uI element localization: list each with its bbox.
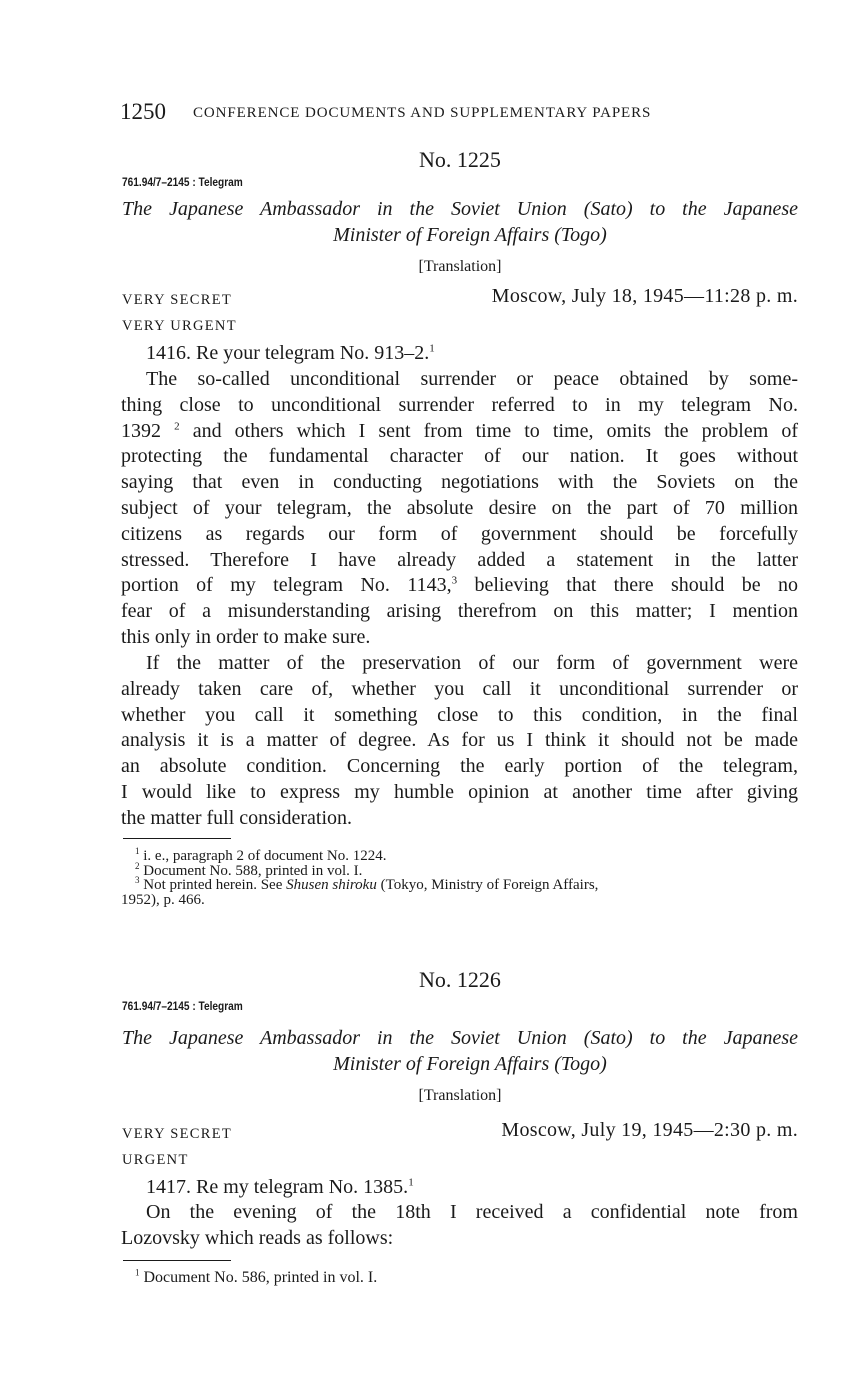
text-line: this only in order to make sure. bbox=[121, 625, 371, 648]
text-segment: and others which I sent from time to time, omits the problem of bbox=[192, 419, 799, 442]
opening-text: 1417. Re my telegram No. 1385. bbox=[146, 1176, 409, 1198]
title-line: The Japanese Ambassador in the Soviet Union (Sato) to the Japanese bbox=[122, 1027, 798, 1049]
opening-line bbox=[121, 341, 798, 367]
file-reference: 761.94/7–2145 : Telegram bbox=[122, 177, 243, 189]
title-line: The Japanese Ambassador in the Soviet Union (Sato) to the Japanese bbox=[122, 198, 798, 220]
text-line: the matter full consideration. bbox=[121, 806, 353, 829]
running-title: CONFERENCE DOCUMENTS AND SUPPLEMENTARY PAPERS bbox=[193, 105, 652, 121]
title-line: Minister of Foreign Affairs (Togo) bbox=[333, 224, 607, 246]
text-line: stressed. Therefore I have already added a statement in the latter bbox=[121, 548, 798, 571]
footnote-rule bbox=[123, 838, 231, 839]
file-reference: 761.94/7–2145 : Telegram bbox=[122, 1001, 243, 1013]
footnote-continuation: 1952), p. 466. bbox=[121, 891, 205, 908]
footnote-text: Document No. 588, printed in vol. I. bbox=[143, 862, 363, 879]
document-number: No. 1226 bbox=[419, 967, 501, 992]
text-segment: portion of my telegram No. 1143, bbox=[121, 574, 452, 597]
text-line: saying that even in conducting negotiations with the Soviets on the bbox=[121, 471, 798, 494]
classification-label: VERY SECRET bbox=[122, 1126, 233, 1142]
footnotes bbox=[121, 846, 798, 908]
text-line: already taken care of, whether you call it unconditional surrender or bbox=[121, 677, 798, 700]
title-line: Minister of Foreign Affairs (Togo) bbox=[333, 1053, 607, 1075]
text-line: I would like to express my humble opinion at another time after giving bbox=[121, 780, 798, 803]
footnotes bbox=[121, 1267, 798, 1286]
opening-text: 1416. Re your telegram No. 913–2. bbox=[146, 342, 430, 364]
footnote-mark: 2 bbox=[135, 860, 140, 871]
footnote-mark: 1 bbox=[135, 1267, 140, 1278]
text-line: If the matter of the preservation of our form of government were bbox=[146, 652, 798, 674]
opening-line bbox=[121, 1175, 798, 1201]
translation-note: [Translation] bbox=[418, 258, 502, 275]
footnote-text: Document No. 586, printed in vol. I. bbox=[143, 1269, 378, 1286]
footnote-text: (Tokyo, Ministry of Foreign Affairs, bbox=[380, 877, 599, 893]
footnote-ref: 1 bbox=[408, 1176, 414, 1189]
classification-label: VERY URGENT bbox=[122, 318, 237, 334]
text-line: citizens as regards our form of government should be forcefully bbox=[121, 522, 798, 545]
text-line: thing close to unconditional surrender referred to in my telegram No. bbox=[121, 393, 798, 416]
document-title bbox=[122, 196, 798, 248]
footnote-ref: 2 bbox=[174, 419, 180, 432]
footnote bbox=[121, 860, 798, 879]
text-line: Lozovsky which reads as follows: bbox=[121, 1226, 394, 1249]
translation-note: [Translation] bbox=[418, 1087, 502, 1104]
footnote-text: i. e., paragraph 2 of document No. 1224. bbox=[143, 848, 387, 864]
footnote bbox=[121, 846, 798, 864]
text-line: subject of your telegram, the absolute desire on the part of 70 million bbox=[121, 496, 798, 519]
text-line: The so-called unconditional surrender or peace obtained by some- bbox=[146, 368, 798, 390]
dateline: Moscow, July 19, 1945—2:30 p. m. bbox=[501, 1119, 798, 1141]
text-line: On the evening of the 18th I received a confidential note from bbox=[146, 1201, 798, 1223]
footnote-ref: 3 bbox=[451, 574, 458, 587]
text-line: protecting the fundamental character of our nation. It goes without bbox=[121, 445, 798, 468]
footnote bbox=[121, 875, 798, 893]
footnote-mark: 1 bbox=[135, 846, 140, 856]
footnote-title: Shusen shiroku bbox=[286, 877, 377, 893]
body-paragraph bbox=[121, 1200, 798, 1252]
dateline: Moscow, July 18, 1945—11:28 p. m. bbox=[491, 285, 798, 307]
text-line: an absolute condition. Concerning the early portion of the telegram, bbox=[121, 755, 798, 778]
text-line bbox=[121, 573, 798, 599]
footnote bbox=[121, 1267, 798, 1286]
body-paragraph bbox=[121, 651, 798, 832]
footnote-rule bbox=[123, 1260, 231, 1261]
text-segment: believing that there should be no bbox=[474, 574, 798, 597]
footnote-text: Not printed herein. See bbox=[143, 877, 283, 893]
document-title bbox=[122, 1025, 798, 1077]
classification-label: URGENT bbox=[122, 1152, 189, 1168]
document-number: No. 1225 bbox=[419, 147, 501, 172]
text-line bbox=[121, 419, 798, 445]
text-line: analysis it is a matter of degree. As for us I think it should not be made bbox=[121, 729, 798, 752]
classification-label: VERY SECRET bbox=[122, 292, 233, 308]
footnote-mark: 3 bbox=[135, 875, 140, 885]
page-number: 1250 bbox=[120, 99, 166, 124]
telegram-number: 1392 bbox=[121, 419, 161, 442]
body-paragraph bbox=[121, 367, 798, 651]
text-line: fear of a misunderstanding arising therefrom on this matter; I mention bbox=[121, 600, 798, 623]
text-line: whether you call it something close to this condition, in the final bbox=[121, 703, 798, 726]
footnote-ref: 1 bbox=[429, 342, 435, 355]
